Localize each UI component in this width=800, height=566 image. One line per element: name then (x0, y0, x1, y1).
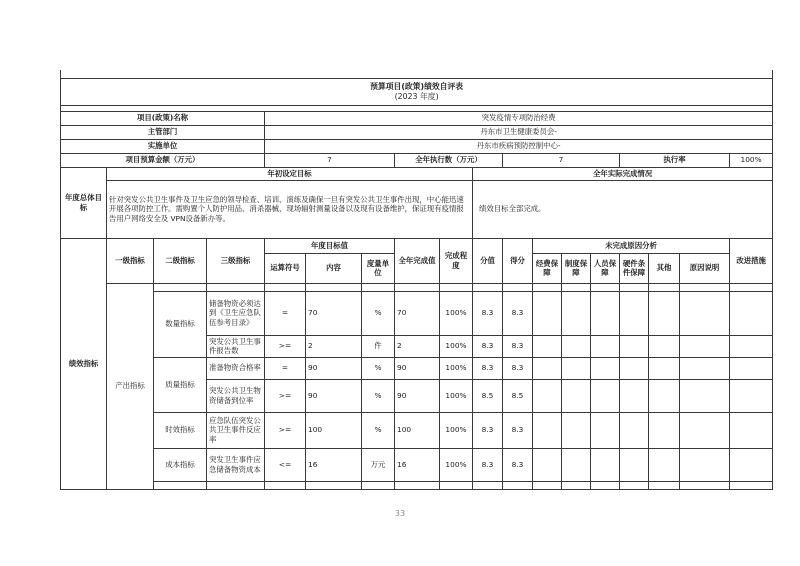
header-score: 得分 (503, 238, 533, 283)
row-score: 8.3 (503, 448, 533, 481)
row-unit: % (362, 357, 395, 379)
row-weight: 8.5 (473, 379, 503, 412)
row-score: 8.3 (503, 357, 533, 379)
year-text: (2023 年度) (394, 91, 439, 101)
row-value: 2 (395, 335, 440, 357)
row-score: 8.3 (503, 291, 533, 335)
row-content: 90 (306, 379, 362, 412)
table-row (61, 291, 773, 335)
table-row (61, 357, 773, 379)
header-r-other: 其他 (649, 253, 680, 283)
actual-header: 全年实际完成情况 (473, 167, 773, 180)
dept-row (61, 125, 773, 139)
dept-label: 主管部门 (61, 125, 265, 139)
actual-text: 绩效目标全部完成。 (473, 180, 773, 238)
table-row (61, 412, 773, 448)
header-r-system: 制度保障 (562, 253, 591, 283)
header-completion: 完成程度 (440, 238, 473, 283)
row-content: 100 (306, 412, 362, 448)
row-op: <= (265, 448, 306, 481)
goal-text-row (61, 180, 773, 238)
row-score: 8.5 (503, 379, 533, 412)
row-content: 90 (306, 357, 362, 379)
row-level3: 突发卫生事件应急储备物资成本 (207, 448, 265, 481)
table-title (61, 78, 773, 105)
row-level3: 准备物资合格率 (207, 357, 265, 379)
header-operator: 运算符号 (265, 253, 306, 283)
row-completion: 100% (440, 412, 473, 448)
blank-row (61, 283, 773, 291)
row-unit: 件 (362, 335, 395, 357)
page-number: 33 (394, 509, 406, 518)
row-op: >= (265, 412, 306, 448)
row-weight: 8.3 (473, 291, 503, 335)
row-value: 90 (395, 379, 440, 412)
row-completion: 100% (440, 335, 473, 357)
row-level3: 突发公共卫生事件报告数 (207, 335, 265, 357)
row-score: 8.3 (503, 412, 533, 448)
header-level2: 二级指标 (154, 238, 207, 283)
title-text: 预算项目(政策)绩效自评表 (370, 81, 464, 91)
executed-label: 全年执行数（万元） (395, 153, 503, 167)
header-reasons: 未完成原因分析 (533, 238, 730, 253)
header-r-funding: 经费保障 (533, 253, 562, 283)
header-annual-target: 年度目标值 (265, 238, 395, 253)
row-unit: % (362, 379, 395, 412)
row-value: 90 (395, 357, 440, 379)
row-weight: 8.3 (473, 357, 503, 379)
row-level3: 应急队伍突发公共卫生事件反应率 (207, 412, 265, 448)
unit-label: 实施单位 (61, 139, 265, 153)
project-row (61, 111, 773, 125)
budget-row (61, 153, 773, 167)
row-op: = (265, 291, 306, 335)
project-label: 项目(政策)名称 (61, 111, 265, 125)
row-unit: 万元 (362, 448, 395, 481)
row-level2: 数量指标 (154, 291, 207, 357)
goal-header-row (61, 167, 773, 180)
perf-label: 绩效指标 (61, 238, 107, 489)
header-annual-value: 全年完成值 (395, 238, 440, 283)
row-weight: 8.3 (473, 448, 503, 481)
row-level2: 时效指标 (154, 412, 207, 448)
header-content: 内容 (306, 253, 362, 283)
header-weight: 分值 (473, 238, 503, 283)
row-score: 8.3 (503, 335, 533, 357)
table-row (61, 448, 773, 481)
row-completion: 100% (440, 291, 473, 335)
budget-label: 项目预算金额（万元） (61, 153, 265, 167)
bottom-blank-row (61, 481, 773, 489)
row-weight: 8.3 (473, 412, 503, 448)
row-weight: 8.3 (473, 335, 503, 357)
row-value: 70 (395, 291, 440, 335)
title-row (61, 78, 773, 105)
header-improve: 改进措施 (730, 238, 773, 283)
goal-header: 年初设定目标 (107, 167, 473, 180)
performance-table (60, 70, 773, 490)
row-level3: 突发公共卫生物资储备到位率 (207, 379, 265, 412)
goal-text: 针对突发公共卫生事件及卫生应急的领导检查、培训、演练及确保一旦有突发公共卫生事件出现，中心能迅速开展各项防控工作。需购置个人防护用品、消杀器械、现场辐射测量设备以及现有设备维护，保证现有疫情报告用户网络安全及 VPN设备新办等。 (107, 180, 473, 238)
executed-value: 7 (503, 153, 620, 167)
row-completion: 100% (440, 379, 473, 412)
row-op: = (265, 357, 306, 379)
row-op: >= (265, 335, 306, 357)
header-level3: 三级指标 (207, 238, 265, 283)
project-value: 突发疫情专项防治经费 (265, 111, 773, 125)
row-completion: 100% (440, 357, 473, 379)
header-r-hardware: 硬件条件保障 (620, 253, 649, 283)
row-level2: 成本指标 (154, 448, 207, 481)
output-label: 产出指标 (107, 283, 154, 489)
rate-value: 100% (730, 153, 773, 167)
row-level2: 质量指标 (154, 357, 207, 412)
rate-label: 执行率 (620, 153, 730, 167)
header-level1: 一级指标 (107, 238, 154, 283)
row-content: 16 (306, 448, 362, 481)
budget-value: 7 (265, 153, 395, 167)
top-gap-row (61, 70, 773, 78)
overall-goal-label: 年度总体目标 (61, 167, 107, 238)
header-unit: 度量单位 (362, 253, 395, 283)
perf-header-row-1 (61, 238, 773, 253)
row-op: >= (265, 379, 306, 412)
row-content: 2 (306, 335, 362, 357)
unit-value: 丹东市疾病预防控制中心- (265, 139, 773, 153)
row-unit: % (362, 412, 395, 448)
unit-row (61, 139, 773, 153)
row-content: 70 (306, 291, 362, 335)
row-value: 100 (395, 412, 440, 448)
row-completion: 100% (440, 448, 473, 481)
header-r-explain: 原因说明 (680, 253, 730, 283)
row-value: 16 (395, 448, 440, 481)
row-level3: 储备物资必须达到《卫生应急队伍参考目录》 (207, 291, 265, 335)
header-r-staff: 人员保障 (591, 253, 620, 283)
row-unit: % (362, 291, 395, 335)
dept-value: 丹东市卫生健康委员会- (265, 125, 773, 139)
